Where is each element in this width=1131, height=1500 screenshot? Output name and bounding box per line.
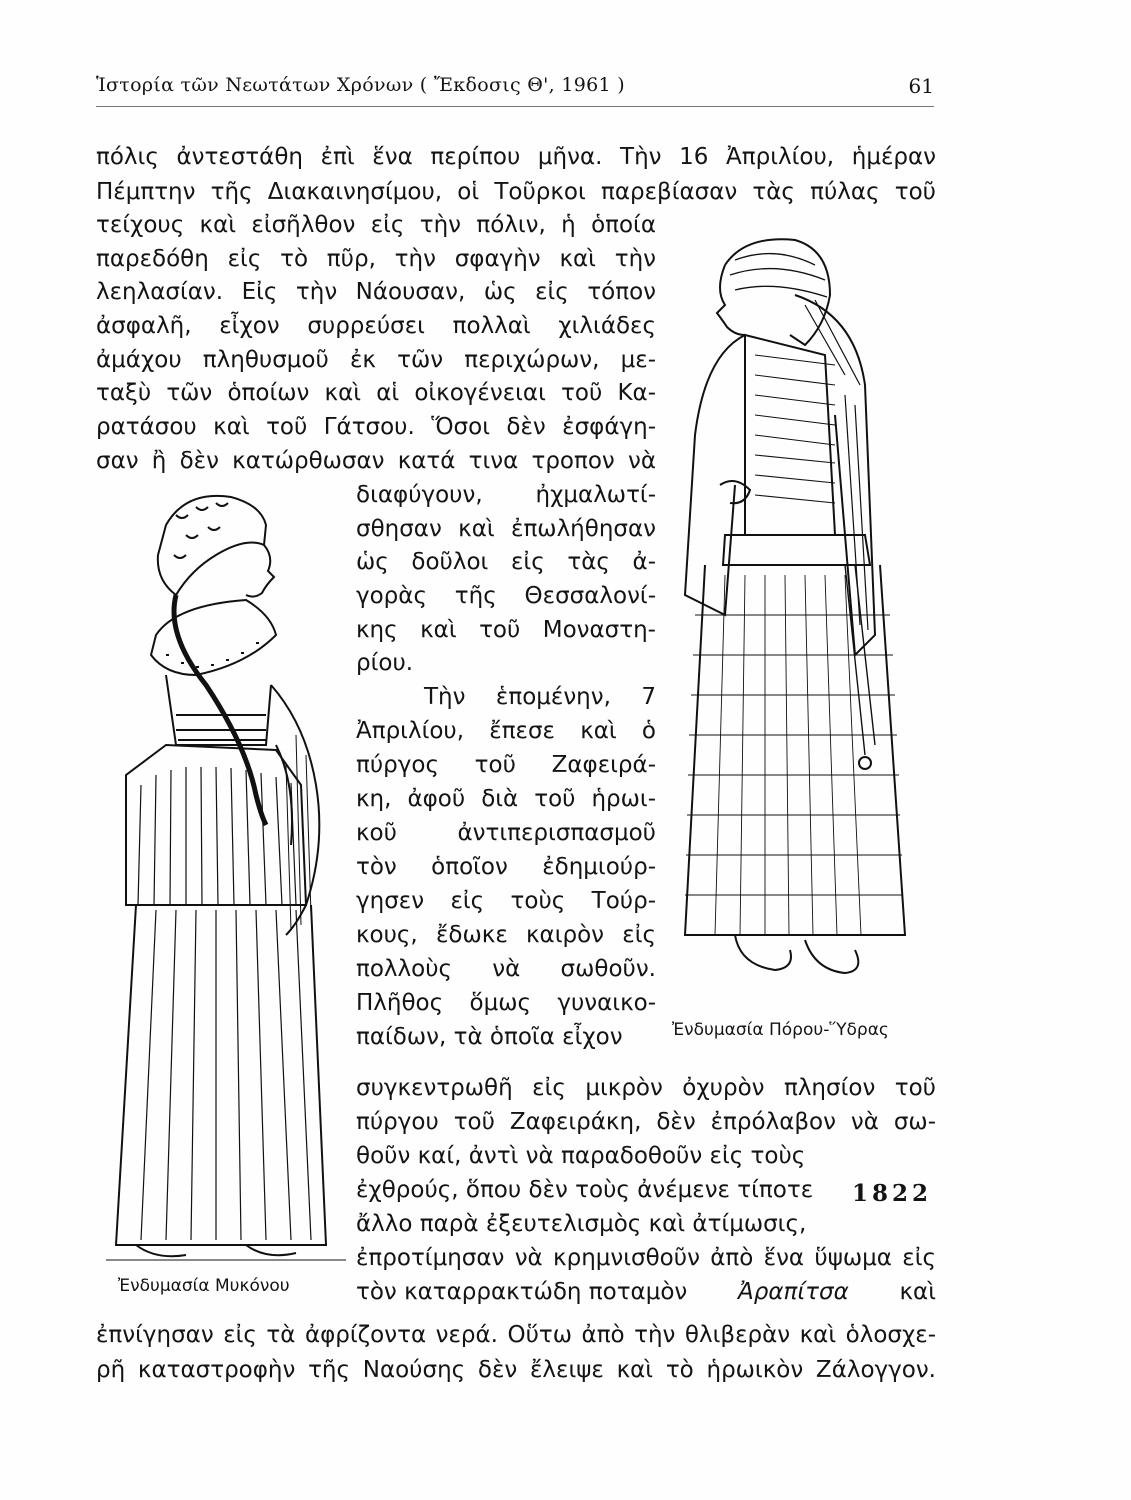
left-figure-caption: Ἐνδυμασία Μυκόνου bbox=[118, 1276, 290, 1296]
right-figure-caption: Ἐνδυμασία Πόρου-Ὕδρας bbox=[672, 1020, 889, 1040]
text-line: πολλοὺς νὰ σωθοῦν. bbox=[356, 956, 656, 982]
text-line: θοῦν καί, ἀντὶ νὰ παραδοθοῦν εἰς τοὺς bbox=[356, 1143, 806, 1169]
text-line: πύργος τοῦ Ζαφειρά- bbox=[356, 752, 656, 778]
text-line: πόλις ἀντεστάθη ἐπὶ ἕνα περίπου μῆνα. Τὴν 16 Ἀπριλίου, ἡμέραν bbox=[96, 144, 936, 170]
running-title: Ἱστορία τῶν Νεωτάτων Χρόνων ( Ἔκδοσις Θ', 1961 ) bbox=[96, 74, 625, 96]
river-name: Ἀραπίτσα bbox=[738, 1279, 849, 1305]
text-line: πύργου τοῦ Ζαφειράκη, δὲν ἐπρόλαβον νὰ σω- bbox=[356, 1109, 936, 1135]
text-line: ρατάσου καὶ τοῦ Γάτσου. Ὅσοι δὲν ἐσφάγη- bbox=[96, 414, 656, 440]
text-line: Πλῆθος ὅμως γυναικο- bbox=[356, 990, 656, 1016]
text-line: ἄλλο παρὰ ἐξευτελισμὸς καὶ ἀτίμωσις, bbox=[356, 1211, 807, 1237]
text-line: ἀσφαλῆ, εἶχον συρρεύσει πολλαὶ χιλιάδες bbox=[96, 313, 656, 339]
text-line: λεηλασίαν. Εἰς τὴν Νάουσαν, ὡς εἰς τόπον bbox=[96, 279, 656, 305]
text-line: τείχους καὶ εἰσῆλθον εἰς τὴν πόλιν, ἡ ὁποία bbox=[96, 212, 656, 238]
text-line bbox=[356, 1277, 936, 1307]
text-line: ἐχθρούς, ὅπου δὲν τοὺς ἀνέμενε τίποτε bbox=[356, 1177, 814, 1203]
text-line: γησεν εἰς τοὺς Τούρ- bbox=[356, 888, 656, 914]
text-line: ταξὺ τῶν ὁποίων καὶ αἱ οἰκογένειαι τοῦ Κα- bbox=[96, 380, 656, 406]
text-line: Τὴν ἑπομένην, 7 bbox=[424, 684, 656, 710]
mykonos-costume-illustration bbox=[96, 485, 356, 1275]
header-rule bbox=[96, 106, 934, 107]
text-fragment: καὶ bbox=[899, 1279, 936, 1305]
text-line: Ἀπριλίου, ἔπεσε καὶ ὁ bbox=[356, 718, 656, 744]
text-line: ἐπροτίμησαν νὰ κρημνισθοῦν ἀπὸ ἕνα ὕψωμα εἰς bbox=[356, 1245, 936, 1271]
text-line: κης καὶ τοῦ Μοναστη- bbox=[356, 617, 656, 643]
year-marker: 1822 bbox=[852, 1180, 933, 1207]
text-line: σθησαν καὶ ἐπωλήθησαν bbox=[356, 516, 656, 542]
text-line: ὡς δοῦλοι εἰς τὰς ἀ- bbox=[356, 549, 656, 575]
text-fragment: τὸν καταρρακτώδη ποταμὸν bbox=[356, 1279, 688, 1305]
page-header bbox=[96, 64, 936, 104]
text-line: συγκεντρωθῆ εἰς μικρὸν ὀχυρὸν πλησίον τοῦ bbox=[356, 1075, 936, 1101]
text-line: ρίου. bbox=[356, 650, 414, 676]
text-line: ρῆ καταστροφὴν τῆς Ναούσης δὲν ἔλειψε καὶ τὸ ἡρωικὸν Ζάλογγον. bbox=[96, 1357, 936, 1383]
text-line: γορὰς τῆς Θεσσαλονί- bbox=[356, 583, 656, 609]
text-line: σαν ἢ δὲν κατώρθωσαν κατά τινα τροπον νὰ bbox=[96, 448, 656, 474]
text-line: κοῦ ἀντιπερισπασμοῦ bbox=[356, 820, 656, 846]
text-line: παίδων, τὰ ὁποῖα εἶχον bbox=[356, 1024, 623, 1050]
text-line: Πέμπτην τῆς Διακαινησίμου, οἱ Τοῦρκοι παρεβίασαν τὰς πύλας τοῦ bbox=[96, 179, 936, 205]
text-line: παρεδόθη εἰς τὸ πῦρ, τὴν σφαγὴν καὶ τὴν bbox=[96, 246, 656, 272]
text-line: κη, ἀφοῦ διὰ τοῦ ἡρωι- bbox=[356, 786, 656, 812]
text-line: ἀμάχου πληθυσμοῦ ἐκ τῶν περιχώρων, με- bbox=[96, 347, 656, 373]
text-line: ἐπνίγησαν εἰς τὰ ἀφρίζοντα νερά. Οὕτω ἀπὸ τὴν θλιβερὰν καὶ ὁλοσχε- bbox=[96, 1322, 936, 1348]
text-line: διαφύγουν, ἠχμαλωτί- bbox=[356, 482, 656, 508]
poros-hydra-costume-illustration bbox=[665, 235, 935, 1005]
text-line: κους, ἔδωκε καιρὸν εἰς bbox=[356, 922, 656, 948]
text-line: τὸν ὁποῖον ἐδημιούρ- bbox=[356, 854, 656, 880]
page-number: 61 bbox=[908, 74, 934, 98]
